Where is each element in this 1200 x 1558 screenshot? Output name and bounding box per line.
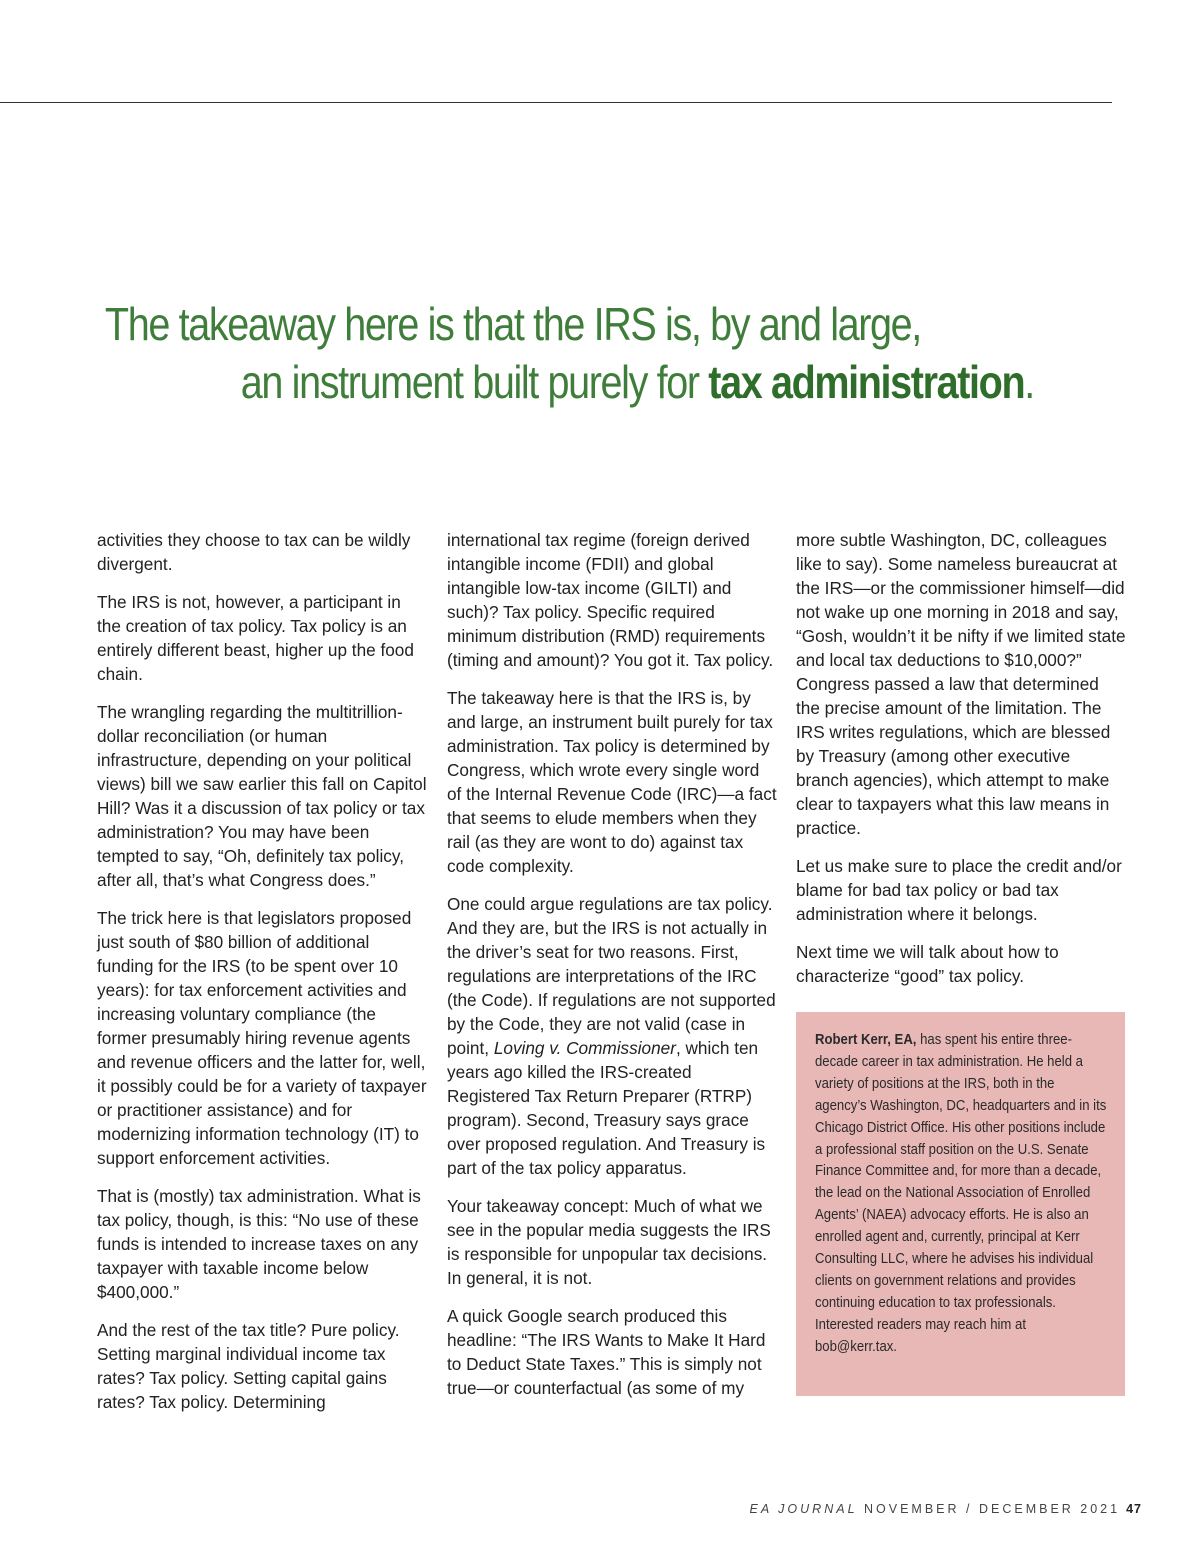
paragraph: The takeaway here is that the IRS is, by and large, an instrument built purely for tax administration. Tax policy is determined by Congress, which wrote every single word of the Internal Revenue Code (IRC)—a fact that seems to elude members when they rail (as they are wont to do) against tax code complexity.: [447, 688, 777, 876]
paragraph: That is (mostly) tax administration. What is tax policy, though, is this: “No use of these funds is intended to increase taxes on any taxpayer with taxable income below $400,000.”: [97, 1186, 421, 1302]
article-column-2: [447, 528, 777, 1414]
paragraph: The IRS is not, however, a participant in the creation of tax policy. Tax policy is an entirely different beast, higher up the food chain.: [97, 592, 414, 684]
pull-quote-plain-text: an instrument built purely for: [240, 356, 709, 408]
paragraph: Next time we will talk about how to characterize “good” tax policy.: [796, 942, 1059, 986]
paragraph: Your takeaway concept: Much of what we see in the popular media suggests the IRS is responsible for unpopular tax decisions. In general, it is not.: [447, 1196, 771, 1288]
author-bio-box: [796, 1012, 1125, 1396]
paragraph: more subtle Washington, DC, colleagues like to say). Some nameless bureaucrat at the IRS—or the commissioner himself—did not wake up one morning in 2018 and say, “Gosh, wouldn’t it be nifty if we limited state and local tax deductions to $10,000?” Congress passed a law that determined the precise amount of the limitation. The IRS writes regulations, which are blessed by Treasury (among other executive branch agencies), which attempt to make clear to taxpayers what this law means in practice.: [796, 530, 1126, 838]
paragraph-text: , which ten years ago killed the IRS-created Registered Tax Return Preparer (RTRP) program). Second, Treasury says grace over proposed regulation. And Treasury is part of the tax policy apparatus.: [447, 1038, 766, 1178]
issue-date: NOVEMBER / DECEMBER 2021: [857, 1502, 1121, 1516]
author-bio: [815, 1030, 1108, 1359]
paragraph: And the rest of the tax title? Pure policy. Setting marginal individual income tax rates? Tax policy. Setting capital gains rates? Tax policy. Determining: [97, 1320, 400, 1412]
pull-quote-bold-text: tax administration: [708, 356, 1025, 408]
case-citation: Loving v. Commissioner: [493, 1038, 676, 1058]
paragraph: The wrangling regarding the multitrillion-dollar reconciliation (or human infrastructure, depending on your political views) bill we saw earlier this fall on Capitol Hill? Was it a discussion of tax policy or tax administration? You may have been tempted to say, “Oh, definitely tax policy, after all, that’s what Congress does.”: [97, 702, 427, 890]
article-column-1: [97, 528, 427, 1428]
paragraph: international tax regime (foreign derived intangible income (FDII) and global intangible low-tax income (GILTI) and such)? Tax policy. Specific required minimum distribution (RMD) requirements (timing and amount)? You got it. Tax policy.: [447, 530, 774, 670]
author-name: Robert Kerr, EA,: [815, 1032, 917, 1048]
pull-quote-period: .: [1024, 356, 1034, 408]
paragraph: A quick Google search produced this headline: “The IRS Wants to Make It Hard to Deduct State Taxes.” This is simply not true—or counterfactual (as some of my: [447, 1306, 766, 1398]
author-bio-text: has spent his entire three-decade career in tax administration. He held a variety of positions at the IRS, both in the agency’s Washington, DC, headquarters and in its Chicago District Office. His other positions include a professional staff position on the U.S. Senate Finance Committee and, for more than a decade, the lead on the National Association of Enrolled Agents’ (NAEA) advocacy efforts. He is also an enrolled agent and, currently, principal at Kerr Consulting LLC, where he advises his individual clients on government relations and provides continuing education to tax professionals. Interested readers may reach him at bob@kerr.tax.: [815, 1032, 1107, 1355]
paragraph: The trick here is that legislators proposed just south of $80 billion of additional funding for the IRS (to be spent over 10 years): for tax enforcement activities and increasing voluntary compliance (the former presumably hiring revenue agents and revenue officers and the latter for, well, it possibly could be for a variety of taxpayer or practitioner assistance) and for modernizing information technology (IT) to support enforcement activities.: [97, 908, 427, 1168]
page-footer: [750, 1502, 1143, 1516]
pull-quote-line-1: The takeaway here is that the IRS is, by and large,: [104, 298, 921, 350]
paragraph: [447, 892, 777, 1180]
publication-name: EA JOURNAL: [749, 1502, 858, 1516]
top-divider: [0, 102, 1112, 103]
page-number: 47: [1126, 1502, 1142, 1516]
paragraph: activities they choose to tax can be wildly divergent.: [97, 530, 411, 574]
paragraph-text: One could argue regulations are tax policy. And they are, but the IRS is not actually in the driver’s seat for two reasons. First, regulations are interpretations of the IRC (the Code). If regulations are not supported by the Code, they are not valid (case in point,: [447, 894, 776, 1058]
article-column-3: [796, 528, 1126, 1002]
paragraph: Let us make sure to place the credit and/or blame for bad tax policy or bad tax administration where it belongs.: [796, 856, 1122, 924]
pull-quote-line-2: [241, 354, 1034, 410]
